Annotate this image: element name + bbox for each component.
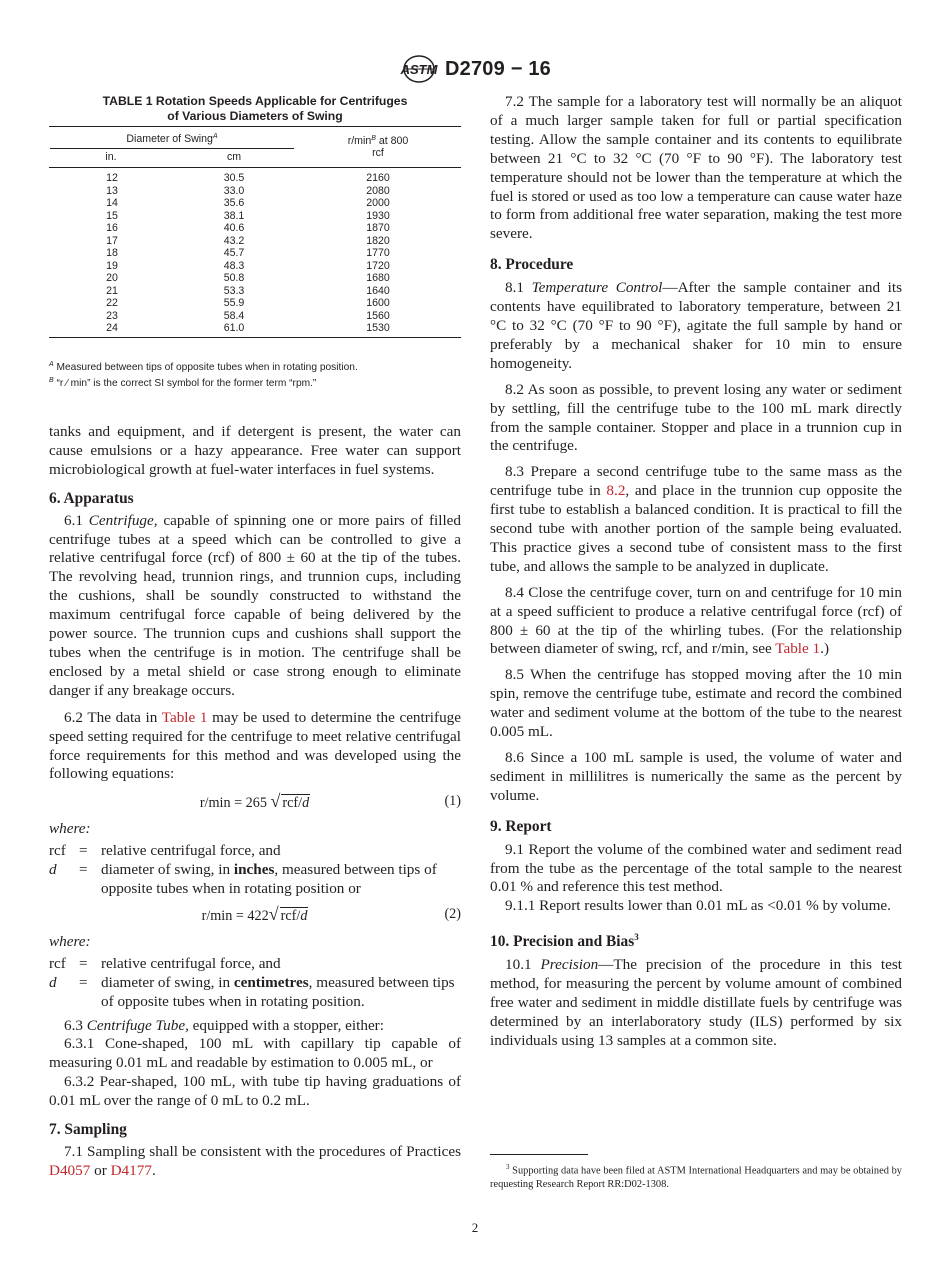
cell-in: 22 — [106, 297, 118, 309]
para-text: . — [151, 1161, 156, 1179]
radicand-text: rcf/ — [282, 795, 303, 812]
def-text — [101, 861, 461, 899]
para-text: —After the sample container and its contents have equilibrated to laboratory temperature, between 21 °C to 32 °C (70 °F to 90 °F), agitate the full sample by hand or preferably by a mechanical shaker for 10 min to ensure homogeneity. — [490, 279, 903, 372]
page-number: 2 — [471, 1220, 479, 1235]
svg-text:ASTM: ASTM — [400, 62, 438, 77]
def-pre: diameter of swing, in — [101, 973, 234, 991]
para-term: Precision — [540, 956, 599, 974]
paragraph-8-3 — [490, 463, 902, 576]
def-pre: diameter of swing, in — [101, 861, 234, 879]
radicand — [281, 794, 310, 811]
footnote-mark-b: B — [371, 135, 376, 142]
cell-in: 17 — [106, 234, 118, 247]
def-post: , measured between tips of opposite tubes when in rotating position or — [101, 861, 437, 898]
radicand-var: d — [302, 795, 310, 812]
footnote-mark-a: A — [212, 133, 218, 140]
def-text — [101, 974, 461, 1012]
table-row — [49, 310, 461, 323]
para-text: .) — [820, 640, 829, 658]
def-symbol: d — [49, 861, 57, 879]
cell-in: 14 — [106, 197, 118, 209]
left-column — [49, 423, 461, 1181]
cell-cm: 55.9 — [223, 297, 245, 309]
rmin-header-label: r/min — [347, 135, 372, 147]
table-1-link[interactable]: Table 1 — [775, 640, 821, 658]
cell-rmin: 1770 — [366, 247, 390, 259]
cell-cm: 43.2 — [223, 234, 245, 247]
cell-cm: 53.3 — [223, 284, 245, 297]
para-text: 7.1 Sampling shall be consistent with the procedures of Practices — [64, 1143, 461, 1160]
para-text: may be used to determine the centrifuge speed setting required for the centrifuge to meet relative centrifugal force requirements for this method and was developed using the following equations: — [49, 708, 462, 783]
para-term: Centrifuge, — [88, 511, 158, 529]
note-text: Measured between tips of opposite tubes when in rotating position. — [53, 362, 358, 373]
paragraph-8-2: 8.2 As soon as possible, to prevent losing any water or sediment by settling, fill the centrifuge tube to the 100 mL mark directly from the sample container. Stopper and place in a trunnion cup in the centrifuge. — [490, 380, 902, 455]
cell-rmin: 1720 — [366, 259, 390, 272]
equation-1 — [49, 790, 461, 812]
table-row — [49, 323, 461, 338]
paragraph-10-1 — [490, 956, 902, 1051]
paragraph-7-1 — [49, 1143, 461, 1181]
para-number: 6.1 — [64, 511, 89, 529]
page-header — [0, 54, 950, 84]
paragraph-9-1: 9.1 Report the volume of the combined water and sediment read from the tube as the percentage of the total sample to the nearest 0.01 % and reference this test method. — [490, 840, 902, 896]
def-equals: = — [79, 842, 88, 860]
radicand-text: rcf/ — [280, 907, 301, 924]
radical-icon: √ — [268, 903, 279, 924]
def-equals: = — [79, 954, 88, 972]
equation-lhs: r/min = 265 — [199, 795, 271, 812]
standard-designation: D2709 − 16 — [445, 57, 551, 80]
equation-2 — [49, 903, 461, 925]
note-mark: A — [49, 361, 54, 368]
table-1-link[interactable]: Table 1 — [161, 708, 208, 726]
para-term: Temperature Control — [531, 279, 663, 297]
paragraph-9-1-1: 9.1.1 Report results lower than 0.01 mL as <0.01 % by volume. — [505, 897, 891, 915]
cell-cm: 50.8 — [223, 272, 245, 284]
cell-cm: 30.5 — [223, 172, 245, 184]
radical-icon: √ — [270, 791, 281, 812]
para-number: 8.1 — [505, 279, 532, 297]
cell-in: 19 — [106, 259, 118, 272]
cell-in: 12 — [106, 172, 118, 184]
cell-rmin: 2080 — [366, 184, 390, 197]
cell-rmin: 2000 — [366, 197, 390, 209]
cell-in: 13 — [106, 184, 118, 197]
radicand — [280, 907, 309, 924]
table-row — [49, 173, 461, 186]
cell-rmin: 1560 — [366, 309, 390, 322]
para-text: 8.4 Close the centrifuge cover, turn on and centrifuge for 10 min at a speed sufficient to produce a relative centrifugal force (rcf) of 800 ± 60 at the tip of the whirling tubes. (For the relationship between diameter of swing, rcf, and r/min, see — [490, 583, 902, 658]
heading-text: 10. Precision and Bias — [490, 933, 635, 951]
section-10-heading — [490, 928, 902, 952]
table-row — [49, 273, 461, 286]
equation-number: (1) — [444, 793, 461, 810]
cell-rmin: 1820 — [366, 234, 390, 247]
continued-paragraph: tanks and equipment, and if detergent is present, the water can cause emulsions or a hazy appearance. Free water can support microbiological growth at fuel-water interfaces in fuel systems. — [49, 423, 461, 478]
cell-rmin: 1870 — [366, 222, 390, 234]
cell-rmin: 2160 — [366, 172, 390, 184]
equation-number: (2) — [444, 905, 461, 922]
rmin-header-line-2: rcf — [372, 146, 384, 159]
def-equals: = — [79, 861, 88, 879]
cell-cm: 38.1 — [223, 209, 245, 222]
def-post: , measured between tips of opposite tubes when in rotating position. — [101, 973, 455, 1010]
para-text: equipped with a stopper, either: — [188, 1016, 384, 1034]
cell-rmin: 1600 — [366, 297, 390, 309]
diameter-of-swing-header — [49, 127, 295, 150]
def-symbol: d — [49, 973, 57, 991]
footnote-text: Supporting data have been filed at ASTM International Headquarters and may be obtained by requesting Research Report RR:D02-1308. — [490, 1165, 902, 1191]
para-text: 8.3 Prepare a second centrifuge tube to the same mass as the centrifuge tube in — [490, 463, 902, 500]
d4057-link[interactable]: D4057 — [49, 1161, 91, 1179]
def-pre: relative centrifugal force, and — [101, 954, 281, 972]
rmin-header — [295, 127, 461, 168]
table-notes — [49, 358, 461, 390]
def-bold: centimetres — [233, 973, 309, 991]
cell-cm: 33.0 — [223, 184, 245, 197]
para-text: capable of spinning one or more pairs of filled centrifuge tubes at a speed which can be controlled to give a relative centrifugal force (rcf) of 800 ± 60 at the tip of the tubes. The revolving head, trunnion rings, and trunnion cups, including the cushions, shall be soundly constructed to withstand the maximum centrifugal force capable of being delivered by the power source. The trunnion cups and cushions shall support the tubes when the centrifuge is in motion. The centrifuge shall be enclosed by a metal shield or case strong enough to eliminate danger if any breakage occurs. — [49, 511, 461, 699]
cell-in: 15 — [106, 209, 118, 222]
def-symbol: rcf — [49, 842, 66, 860]
d4177-link[interactable]: D4177 — [110, 1161, 152, 1179]
def-text — [101, 842, 461, 861]
table-note-a — [49, 358, 461, 374]
paragraph-8-4 — [490, 584, 902, 660]
table-row — [49, 285, 461, 298]
table-row — [49, 260, 461, 273]
rotation-speeds-table — [49, 126, 461, 338]
where-label: where: — [49, 820, 91, 838]
col-header-cm: cm — [226, 150, 242, 163]
footnote-rule — [490, 1154, 588, 1155]
section-9-heading: 9. Report — [490, 817, 552, 835]
para-text: —The precision of the procedure in this test method, for measuring the percent by volume amount of combined free water and sediment in middle distillate fuels by centrifuge was determined by an interlaboratory study (ILS) performed by six individuals using 13 samples at a common site. — [490, 956, 902, 1049]
where-label: where: — [49, 932, 91, 950]
table-1 — [49, 126, 461, 338]
cell-cm: 35.6 — [223, 197, 245, 209]
table-caption — [49, 94, 461, 124]
cell-in: 20 — [106, 272, 118, 284]
definitions-1 — [49, 842, 461, 899]
table-row — [49, 198, 461, 211]
col-header-in: in. — [105, 150, 117, 163]
cell-cm: 61.0 — [223, 322, 245, 334]
table-row — [49, 298, 461, 311]
cell-cm: 45.7 — [223, 247, 245, 259]
def-equals: = — [79, 973, 88, 991]
cell-in: 24 — [106, 322, 118, 334]
radicand-var: d — [300, 907, 308, 924]
note-mark: B — [49, 377, 54, 384]
def-pre: relative centrifugal force, and — [101, 842, 281, 860]
footnote-3 — [490, 1160, 902, 1192]
paragraph-6-2 — [49, 709, 461, 785]
paragraph-6-1 — [49, 512, 461, 701]
para-text: 6.2 The data in — [64, 708, 162, 726]
def-text — [101, 955, 461, 974]
cell-in: 18 — [106, 247, 118, 259]
cell-rmin: 1640 — [366, 284, 390, 297]
cell-cm: 40.6 — [223, 222, 245, 234]
def-symbol: rcf — [49, 954, 66, 972]
paragraph-8-5: 8.5 When the centrifuge has stopped moving after the 10 min spin, remove the centrifuge tube, estimate and record the combined water and sediment volume at the bottom of the tube to the nearest 0.005 mL. — [490, 666, 902, 741]
paragraph-6-3-1: 6.3.1 Cone-shaped, 100 mL with capillary tip capable of measuring 0.01 mL and readable by estimation to 0.005 mL, or — [49, 1035, 461, 1072]
para-term: Centrifuge Tube, — [86, 1016, 189, 1034]
cell-rmin: 1930 — [366, 209, 390, 222]
para-number: 6.3 — [64, 1016, 87, 1034]
table-caption-line-2: of Various Diameters of Swing — [167, 109, 343, 123]
table-row — [49, 235, 461, 248]
para-text: or — [90, 1161, 111, 1179]
definitions-2 — [49, 955, 461, 1012]
cell-rmin: 1680 — [366, 272, 390, 284]
para-number: 10.1 — [505, 956, 541, 974]
table-row — [49, 248, 461, 261]
section-7-heading: 7. Sampling — [49, 1121, 127, 1139]
cell-cm: 58.4 — [223, 309, 245, 322]
section-8-heading: 8. Procedure — [490, 256, 574, 274]
paragraph-6-3 — [49, 1017, 461, 1036]
right-column — [490, 93, 902, 1051]
cell-in: 23 — [106, 309, 118, 322]
cell-rmin: 1530 — [366, 322, 390, 334]
section-8-2-link[interactable]: 8.2 — [606, 482, 626, 500]
table-row — [49, 210, 461, 223]
group-header-rule — [50, 148, 294, 149]
table-caption-line-1: TABLE 1 Rotation Speeds Applicable for Centrifuges — [102, 94, 408, 108]
cell-in: 21 — [106, 284, 118, 297]
paragraph-6-3-2: 6.3.2 Pear-shaped, 100 mL, with tube tip having graduations of 0.01 mL over the range of 0 mL to 0.2 mL. — [49, 1073, 461, 1110]
para-text: , and place in the trunnion cup opposite the first tube to establish a balanced condition. It is practical to fill the second tube with another portion of the sample being evaluated. This practice gives a second tube of consistent mass to the first tube, and allows the sample to be analyzed in duplicate. — [490, 482, 902, 575]
equation-lhs: r/min = 422 — [201, 907, 269, 924]
table-row — [49, 223, 461, 236]
paragraph-7-2: 7.2 The sample for a laboratory test will normally be an aliquot of a much larger sample taken for full or partial specification testing. Allow the sample container and its contents to equilibrate between 21 °C to 32 °C (70 °F to 90 °F). The laboratory test temperature should not be lower than the temperature at which the fuel is stored or used as too low a temperature can cause water haze to form from additional free water separation, making the test more severe. — [490, 93, 902, 243]
cell-in: 16 — [106, 222, 118, 234]
table-row — [49, 185, 461, 198]
cell-cm: 48.3 — [223, 259, 245, 272]
note-text: “r ⁄ min” is the correct SI symbol for the former term “rpm.” — [53, 378, 317, 389]
footnote-mark: 3 — [506, 1163, 510, 1171]
paragraph-8-1 — [490, 279, 902, 374]
astm-logo-icon — [399, 54, 439, 84]
table-note-b — [49, 374, 461, 390]
footnote-ref-3[interactable]: 3 — [634, 932, 639, 943]
def-bold: inches — [233, 861, 275, 879]
rmin-header-tail: at 800 — [375, 135, 409, 147]
group-header-label: Diameter of Swing — [126, 133, 213, 145]
paragraph-8-6: 8.6 Since a 100 mL sample is used, the volume of water and sediment in millilitres is numerically the same as the percent by volume. — [490, 749, 902, 804]
section-6-heading: 6. Apparatus — [49, 489, 134, 507]
footnote-body — [490, 1160, 902, 1192]
